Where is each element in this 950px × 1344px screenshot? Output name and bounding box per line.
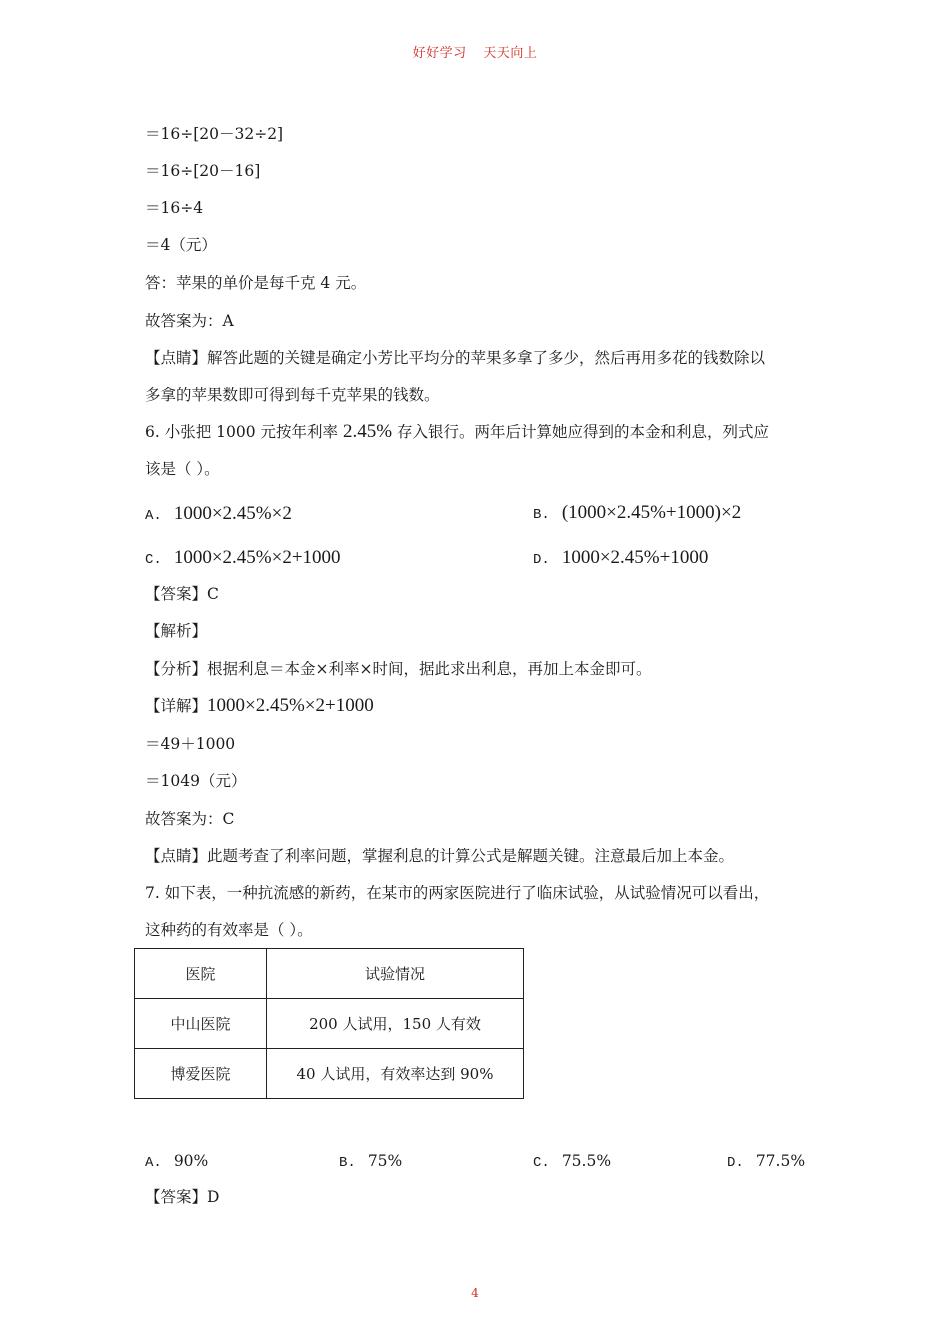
q6-option-c-label: C. (145, 552, 162, 568)
q7-option-c-label: C. (533, 1155, 550, 1171)
answer-6: 【答案】C (145, 585, 219, 603)
question-7-line-1: 7. 如下表，一种抗流感的新药，在某市的两家医院进行了临床试验，从试验情况可以看出， (145, 884, 770, 902)
comment-6: 【点睛】此题考查了利率问题，掌握利息的计算公式是解题关键。注意最后加上本金。 (145, 847, 735, 865)
comment-5-line-1: 【点睛】解答此题的关键是确定小芳比平均分的苹果多拿了多少，然后再用多花的钱数除以 (145, 349, 766, 367)
answer-choice-5: 故答案为：A (145, 312, 234, 330)
page-number: 4 (471, 1286, 479, 1300)
question-7-line-2: 这种药的有效率是（ ）。 (145, 921, 313, 939)
q7-option-d-label: D. (727, 1155, 744, 1171)
q6-option-b (533, 501, 741, 527)
detail-6-line-3: ＝1049（元） (145, 772, 247, 790)
header-right-text: 天天向上 (483, 46, 538, 61)
q7-option-c-value: 75.5% (561, 1152, 612, 1170)
q7-option-a (145, 1149, 208, 1175)
q7-option-b (339, 1149, 402, 1175)
q6-option-b-expr: (1000×2.45%+1000)×2 (561, 502, 742, 523)
calc-step-1: ＝16÷[20－32÷2] (145, 125, 284, 143)
question-6-text-a: 6. 小张把 1000 元按年利率 (145, 423, 343, 441)
q7-option-c (533, 1149, 611, 1175)
table-cell: 40 人试用，有效率达到 90% (267, 1049, 524, 1099)
analysis-heading-6: 【解析】 (145, 622, 208, 640)
table-header-hospital: 医院 (135, 949, 267, 999)
table-cell: 博爱医院 (135, 1049, 267, 1099)
comment-5-line-2: 多拿的苹果数即可得到每千克苹果的钱数。 (145, 386, 440, 404)
question-6-line-2: 该是（ ）。 (145, 460, 220, 478)
calc-step-2: ＝16÷[20－16] (145, 162, 261, 180)
answer-choice-6: 故答案为：C (145, 810, 235, 828)
q7-option-b-value: 75% (367, 1152, 403, 1170)
page-header (0, 42, 950, 61)
table-cell: 200 人试用，150 人有效 (267, 999, 524, 1049)
table-header-row (135, 949, 524, 999)
q6-option-a-expr: 1000×2.45%×2 (173, 503, 292, 524)
q6-option-a-label: A. (145, 508, 162, 524)
question-6-line-1 (145, 421, 769, 443)
detail-6-expr: 1000×2.45%×2+1000 (207, 695, 374, 716)
q6-option-a (145, 502, 292, 528)
calc-step-3: ＝16÷4 (145, 199, 204, 217)
table-cell: 中山医院 (135, 999, 267, 1049)
q7-option-d (727, 1149, 805, 1175)
q7-option-a-value: 90% (173, 1152, 209, 1170)
q7-option-d-value: 77.5% (755, 1152, 806, 1170)
q6-option-c (145, 546, 341, 572)
question-6-text-b: 存入银行。两年后计算她应得到的本金和利息，列式应 (392, 423, 769, 441)
q6-option-d-label: D. (533, 552, 550, 568)
answer-statement-5: 答：苹果的单价是每千克 4 元。 (145, 274, 367, 292)
trial-table (134, 948, 524, 1099)
q6-option-b-label: B. (533, 507, 550, 523)
q6-option-d-expr: 1000×2.45%+1000 (561, 547, 709, 568)
question-6-rate: 2.45% (342, 421, 393, 442)
table-row (135, 1049, 524, 1099)
detail-6-line-2: ＝49＋1000 (145, 735, 236, 753)
table-header-result: 试验情况 (267, 949, 524, 999)
q7-option-b-label: B. (339, 1155, 356, 1171)
q7-option-a-label: A. (145, 1155, 162, 1171)
q6-option-d (533, 546, 708, 572)
answer-7: 【答案】D (145, 1188, 220, 1206)
table-row (135, 999, 524, 1049)
detail-6-line-1 (145, 695, 374, 717)
calc-step-4: ＝4（元） (145, 236, 217, 254)
analysis-6: 【分析】根据利息＝本金×利率×时间，据此求出利息，再加上本金即可。 (145, 660, 652, 678)
header-left-text: 好好学习 (412, 46, 467, 61)
detail-6-label: 【详解】 (145, 697, 208, 715)
q6-option-c-expr: 1000×2.45%×2+1000 (173, 547, 341, 568)
